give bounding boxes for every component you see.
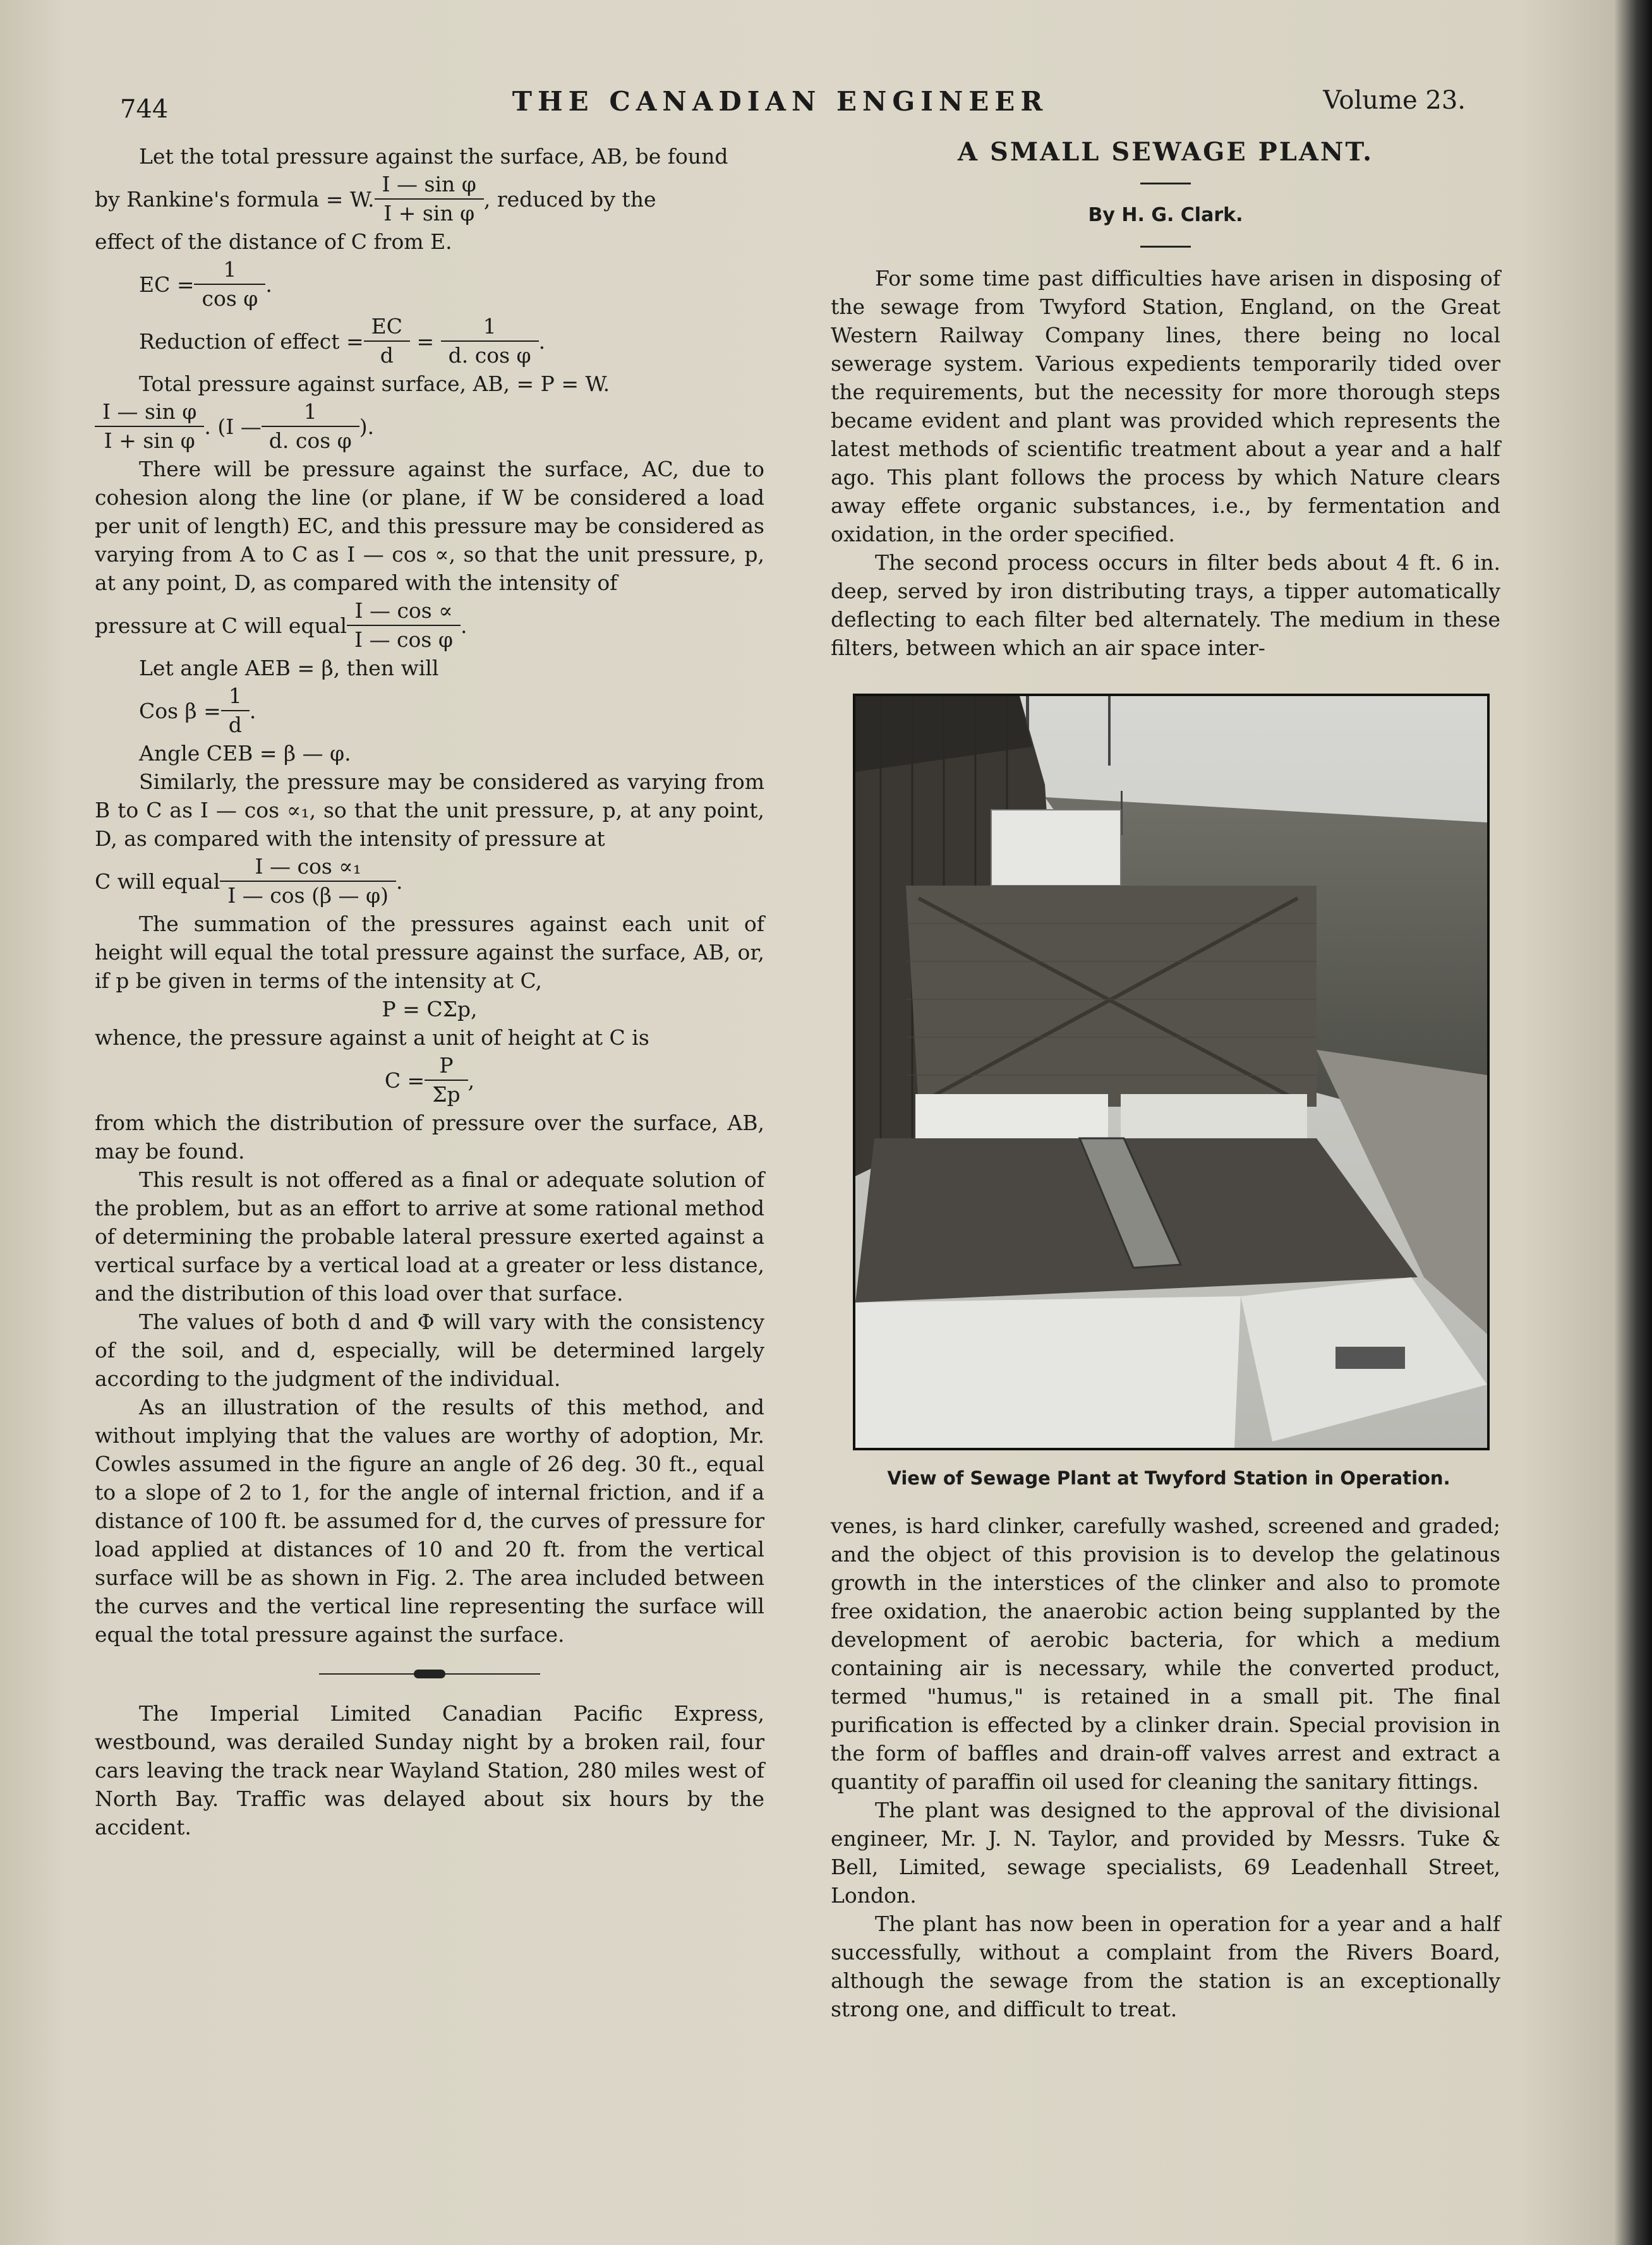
paragraph: effect of the distance of C from E. [95,229,452,254]
right-column [831,138,1500,2023]
equation-total: $\frac{\text{I — sin φ}}{\text{I + sin φ}}$ . (I — $\frac{1}{\text{d. cos φ}}$ ). [95,398,764,455]
paragraph: This result is not offered as a final or adequate solution of the problem, but as an effort to arrive at some rational method of determining the probable lateral pressure exerted against a vertical surface by a vertical load at a greater or less distance, and the distribution of this load over that surface. [95,1167,764,1306]
article-title: A SMALL SEWAGE PLANT. [957,137,1374,167]
paragraph: The values of both d and Φ will vary with the consistency of the soil, and d, especially, will be determined largely according to the judgment of the individual. [95,1309,764,1391]
article-byline: By H. G. Clark. [1088,204,1243,226]
equation-angle: Angle CEB = β — φ. [139,741,351,766]
equation-total-label: Total pressure against surface, AB, = P = W. [139,371,610,396]
equation-ec: EC = $\frac{1}{\text{cos φ}}$ . [95,256,764,313]
journal-title: THE CANADIAN ENGINEER [512,86,1049,117]
equation-pressure-c: pressure at C will equal $\frac{I — \cos \propto}{\text{I — cos φ}}$ . [95,597,764,654]
equation-sum: P = CΣp, [382,997,478,1021]
page-number: 744 [120,95,169,124]
fraction: $\frac{EC}{d}$ [364,313,410,370]
paragraph: Let angle AEB = β, then will [139,656,439,680]
paragraph: Similarly, the pressure may be considered as varying from B to C as I — cos ∝₁, so that the unit pressure, p, at any point, D, as compared with the intensity of pressure at [95,769,764,851]
fraction: $\frac{1}{\text{d. cos φ}}$ [441,313,539,370]
paragraph: The plant has now been in operation for a year and a half successfully, without a complaint from the Rivers Board, although the sewage from the station is an exceptionally strong one, and difficult to treat. [831,1911,1500,2021]
paragraph: There will be pressure against the surface, AC, due to cohesion along the line (or plane, if W be considered a load per unit of length) EC, and this pressure may be considered as varying from A to C as I — cos ∝, so that the unit pressure, p, at any point, D, as compared with the intensity of [95,457,764,595]
paragraph: Let the total pressure against the surface, AB, be found [139,144,728,169]
section-divider-ornament [319,1668,540,1680]
paragraph: whence, the pressure against a unit of height at C is [95,1025,649,1050]
equation-pressure-c1: C will equal $\frac{\text{I — cos ∝₁}}{I — \cos (\beta — \varphi)}$ . [95,853,764,910]
volume-label: Volume 23. [1323,86,1466,115]
figure-caption: View of Sewage Plant at Twyford Station in Operation. [887,1467,1450,1489]
byline-rule [1140,246,1191,248]
news-item: The Imperial Limited Canadian Pacific Express, westbound, was derailed Sunday night by a broken rail, four cars leaving the track near Wayland Station, 280 miles west of North Bay. Traffic was delayed about six hours by the accident. [95,1701,764,1839]
fraction: $\frac{1}{\text{cos φ}}$ [194,256,265,313]
fraction: $\frac{\text{I — cos ∝₁}}{I — \cos (\beta — \varphi)}$ [220,853,396,910]
fraction: $\frac{P}{\Sigma p}$ [425,1052,467,1109]
fraction: $\frac{1}{d}$ [221,682,250,739]
running-header [95,81,1466,125]
paragraph: The plant was designed to the approval of the divisional engineer, Mr. J. N. Taylor, and provided by Messrs. Tuke & Bell, Limited, sewage specialists, 69 Leadenhall Street, London. [831,1798,1500,1908]
rankine-formula: by Rankine's formula = W. $\frac{\text{I — sin φ}}{\text{I + sin φ}}$ , reduced by the [95,171,764,227]
paragraph: For some time past difficulties have arisen in disposing of the sewage from Twyford Station, England, on the Great Western Railway Company lines, there being no local sewerage system. Various expedients temporarily tided over the requirements, but the necessity for more thorough steps became evident and plant was provided which represents the latest methods of scientific treatment about a year and a half ago. This plant follows the process by which Nature clears away effete organic substances, i.e., by fermentation and oxidation, in the order specified. [831,266,1500,546]
paragraph: from which the distribution of pressure over the surface, AB, may be found. [95,1110,764,1164]
sewage-plant-photo [853,694,1490,1450]
paragraph: The second process occurs in filter beds about 4 ft. 6 in. deep, served by iron distributing trays, a tipper automatically deflecting to each filter bed alternately. The medium in these filters, between which an air space inter- [831,550,1500,660]
book-spine-shadow [1614,0,1652,2245]
title-rule [1140,183,1191,184]
fraction: $\frac{I — \cos \propto}{\text{I — cos φ}}$ [347,597,461,654]
equation-c: C = $\frac{P}{\Sigma p}$ , [95,1052,764,1109]
fraction: $\frac{\text{I — sin φ}}{\text{I + sin φ}}$ [95,398,204,455]
paragraph: The summation of the pressures against each unit of height will equal the total pressure against the surface, AB, or, if p be given in terms of the intensity at C, [95,912,764,993]
fraction: $\frac{\text{I — sin φ}}{\text{I + sin φ}}$ [375,171,484,227]
photo-illustration [855,696,1487,1448]
equation-cos-beta: Cos β = $\frac{1}{d}$ . [95,682,764,739]
left-column [95,142,764,1841]
figure [853,694,1485,1493]
fraction: $\frac{1}{\text{d. cos φ}}$ [262,398,359,455]
paragraph: As an illustration of the results of this method, and without implying that the values are worthy of adoption, Mr. Cowles assumed in the figure an angle of 26 deg. 30 ft., equal to a slope of 2 to 1, for the angle of internal friction, and if a distance of 100 ft. be assumed for d, the curves of pressure for load applied at distances of 10 and 20 ft. from the vertical surface will be as shown in Fig. 2. The area included between the curves and the vertical line representing the surface will equal the total pressure against the surface. [95,1395,764,1647]
paragraph: venes, is hard clinker, carefully washed, screened and graded; and the object of this provision is to develop the gelatinous growth in the interstices of the clinker and also to promote free oxidation, the anaerobic action being supplanted by the development of aerobic bacteria, for which a medium containing air is necessary, while the converted product, termed "humus," is retained in a small pit. The final purification is effected by a clinker drain. Special provision in the form of baffles and drain-off valves arrest and extract a quantity of paraffin oil used for cleaning the sanitary fittings. [831,1514,1500,1794]
equation-reduction: Reduction of effect = $\frac{EC}{d}$ = $\frac{1}{\text{d. cos φ}}$ . [95,313,764,370]
